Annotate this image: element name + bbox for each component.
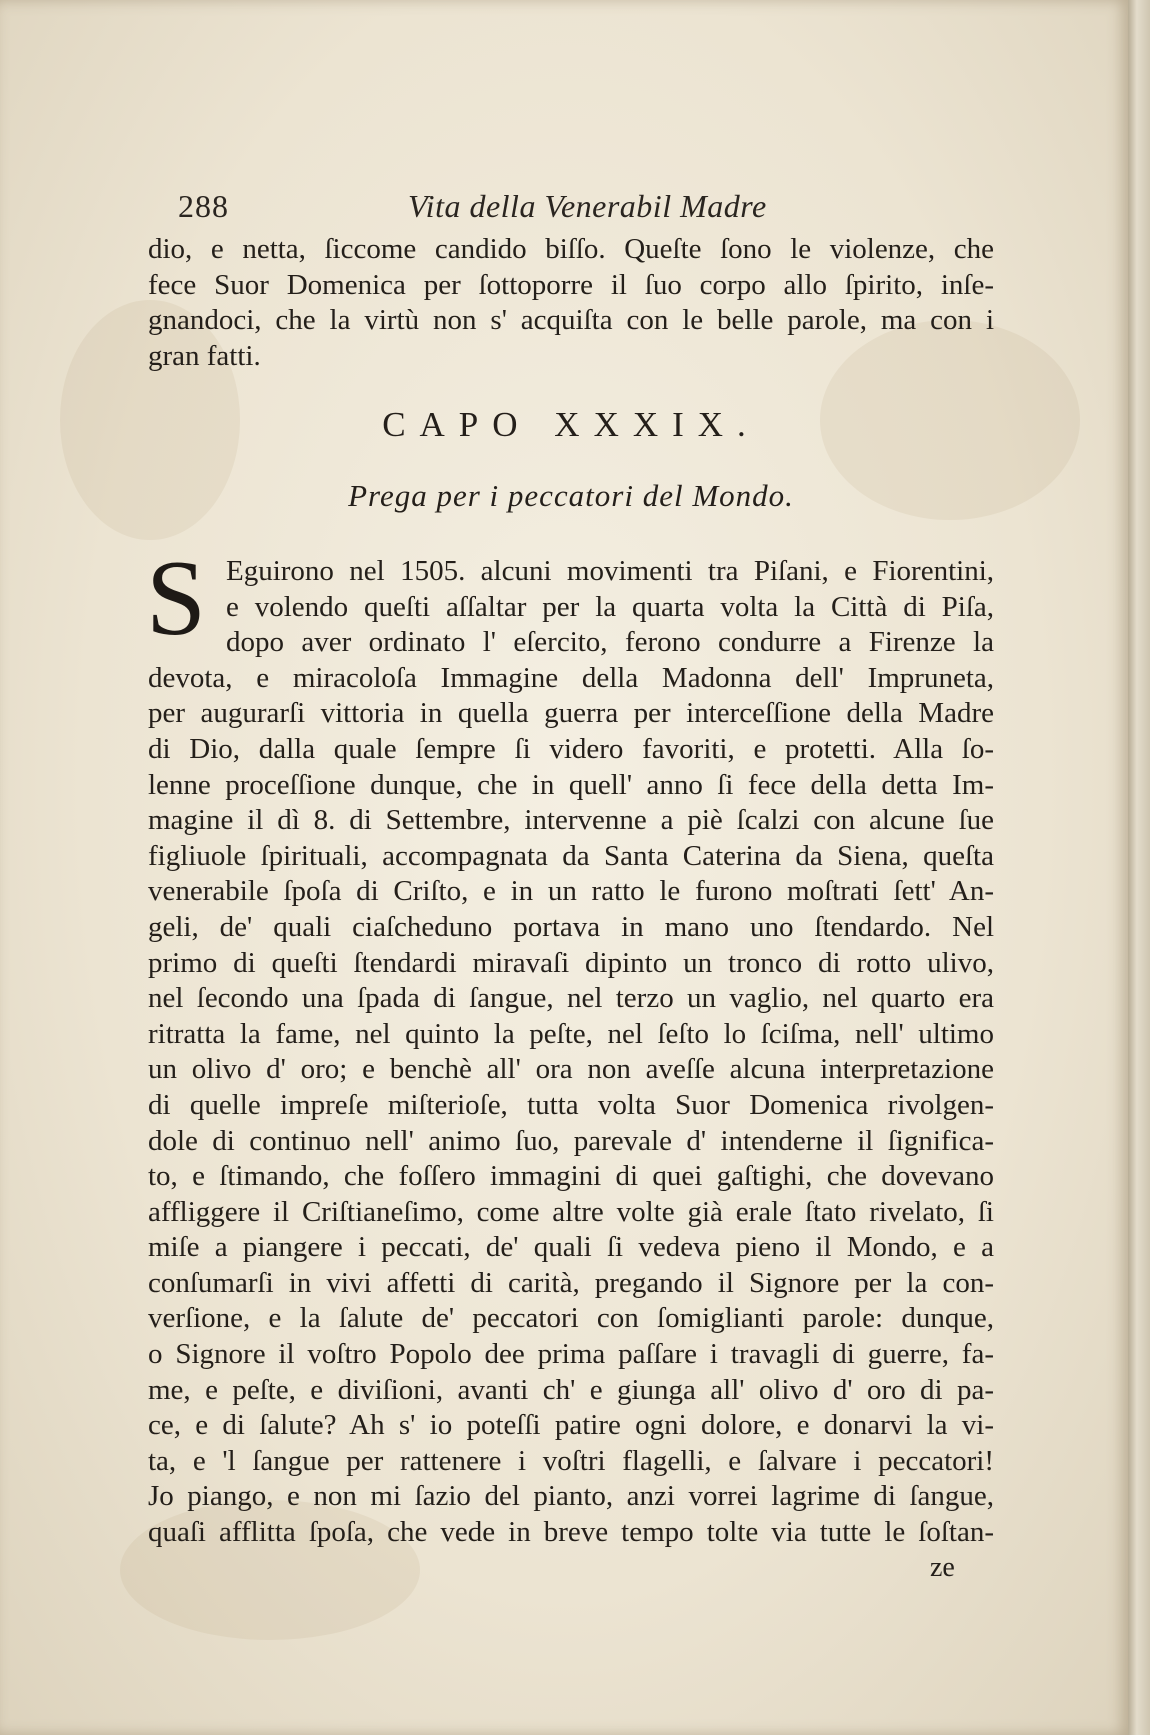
text-line: dio, e netta, ſiccome candido biſſo. Queſte ſono le violenze, che	[148, 233, 994, 265]
text-line: devota, e miracoloſa Immagine della Madonna dell' Impruneta,	[148, 661, 994, 694]
text-line: gnandoci, che la virtù non s' acquiſta con le belle parole, ma con i	[148, 304, 994, 337]
text-line: figliuole ſpirituali, accompagnata da Santa Caterina da Siena, queſta	[148, 839, 994, 872]
text-line: ritratta la fame, nel quinto la peſte, nel ſeſto lo ſciſma, nell' ultimo	[148, 1017, 994, 1050]
text-line: nel ſecondo una ſpada di ſangue, nel terzo un vaglio, nel quarto era	[148, 982, 994, 1015]
chapter-body	[148, 554, 994, 1551]
text-line: un olivo d' oro; e benchè all' ora non aveſſe alcuna interpretazione	[148, 1053, 994, 1086]
text-line: conſumarſi in vivi affetti di carità, pregando il Signore per la con-	[148, 1266, 994, 1299]
text-line: di Dio, dalla quale ſempre ſi videro favoriti, e protetti. Alla ſo-	[148, 732, 994, 765]
text-line: per augurarſi vittoria in quella guerra per interceſſione della Madre	[148, 697, 994, 730]
chapter-subtitle: Prega per i peccatori del Mondo.	[348, 478, 794, 513]
text-line: primo di queſti ſtendardi miravaſi dipinto un tronco di rotto ulivo,	[148, 946, 994, 979]
text-line: ta, e 'l ſangue per rattenere i voſtri flagelli, e ſalvare i peccatori!	[148, 1444, 994, 1477]
text-line: miſe a piangere i peccati, de' quali ſi vedeva pieno il Mondo, e a	[148, 1231, 994, 1264]
page-header	[178, 188, 978, 228]
text-line: dopo aver ordinato l' eſercito, ferono condurre a Firenze la	[226, 626, 994, 659]
running-title: Vita della Venerabil Madre	[408, 188, 767, 224]
text-line: o Signore il voſtro Popolo dee prima paſſare i travagli di guerre, fa-	[148, 1338, 994, 1371]
chapter-heading: CAPO XXXIX.	[382, 405, 760, 444]
page-number: 288	[178, 188, 229, 224]
text-line: e volendo queſti aſſaltar per la quarta volta la Città di Piſa,	[226, 590, 994, 623]
preceding-paragraph	[148, 232, 994, 374]
text-line: me, e peſte, e diviſioni, avanti ch' e giunga all' olivo d' oro di pa-	[148, 1373, 994, 1406]
text-line: affliggere il Criſtianeſimo, come altre volte già erale ſtato rivelato, ſi	[148, 1195, 994, 1228]
text-line: Eguirono nel 1505. alcuni movimenti tra Piſani, e Fiorentini,	[226, 555, 994, 587]
text-line: Jo piango, e non mi ſazio del pianto, anzi vorrei lagrime di ſangue,	[148, 1480, 994, 1513]
drop-cap: S	[146, 539, 207, 658]
text-line: gran fatti.	[148, 339, 261, 372]
page-edge	[1128, 0, 1150, 1735]
text-line: geli, de' quali ciaſcheduno portava in mano uno ſtendardo. Nel	[148, 910, 994, 943]
catchword: ze	[930, 1552, 955, 1583]
text-line: ce, e di ſalute? Ah s' io poteſſi patire ogni dolore, e donarvi la vi-	[148, 1409, 994, 1442]
text-line: venerabile ſpoſa di Criſto, e in un ratto le furono moſtrati ſett' An-	[148, 875, 994, 908]
text-line: di quelle impreſe miſterioſe, tutta volta Suor Domenica rivolgen-	[148, 1088, 994, 1121]
text-line: lenne proceſſione dunque, che in quell' anno ſi fece della detta Im-	[148, 768, 994, 801]
text-line: to, e ſtimando, che foſſero immagini di quei gaſtighi, che dovevano	[148, 1160, 994, 1193]
text-line: dole di continuo nell' animo ſuo, parevale d' intenderne il ſignifica-	[148, 1124, 994, 1157]
text-line: fece Suor Domenica per ſottoporre il ſuo corpo allo ſpirito, inſe-	[148, 268, 994, 301]
text-line: magine il dì 8. di Settembre, intervenne a piè ſcalzi con alcune ſue	[148, 804, 994, 837]
text-line: verſione, e la ſalute de' peccatori con ſomiglianti parole: dunque,	[148, 1302, 994, 1335]
text-line: quaſi afflitta ſpoſa, che vede in breve tempo tolte via tutte le ſoſtan-	[148, 1516, 994, 1549]
